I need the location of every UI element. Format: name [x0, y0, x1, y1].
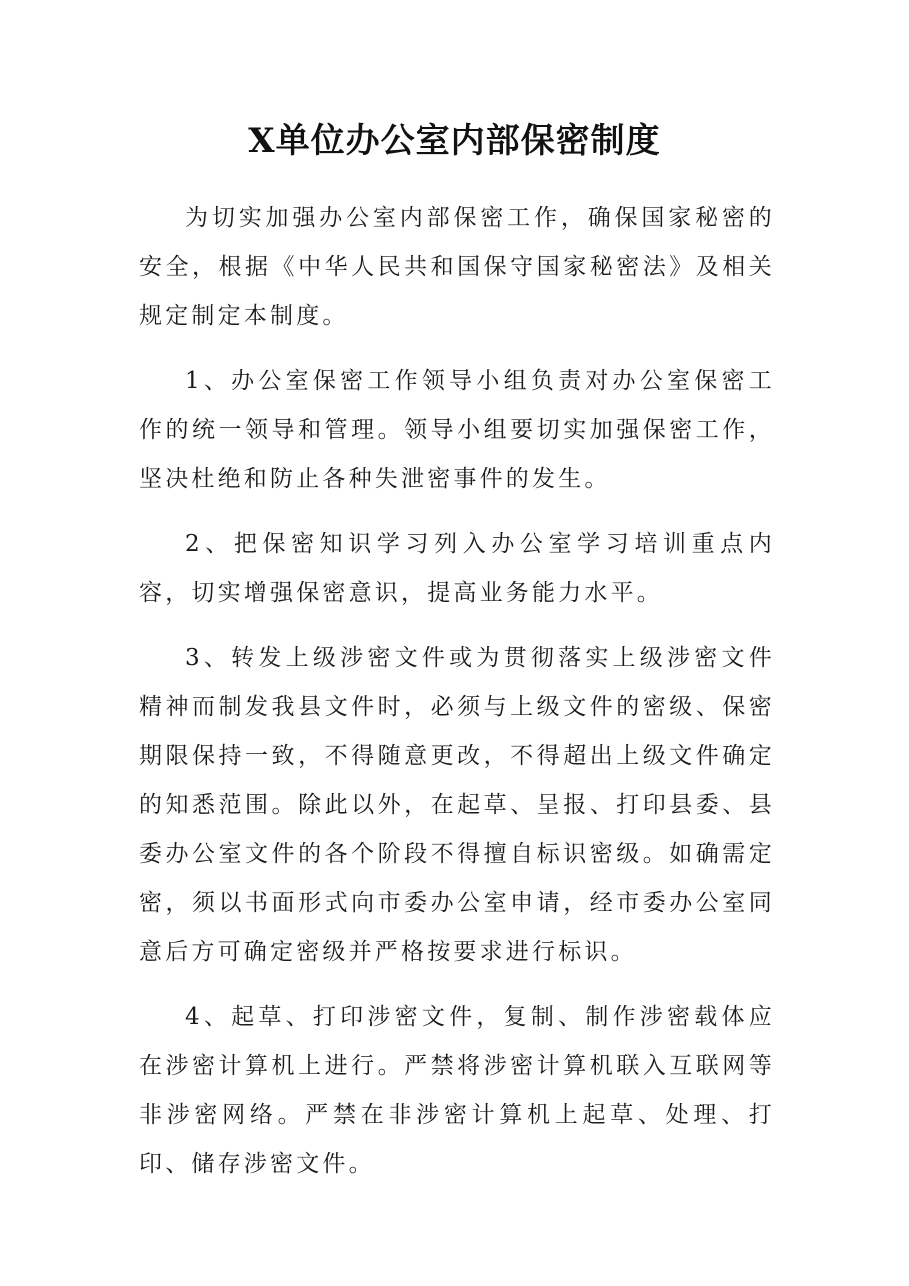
paragraph-item-3: 3、转发上级涉密文件或为贯彻落实上级涉密文件精神而制发我县文件时，必须与上级文件的密级、保密期限保持一致，不得随意更改，不得超出上级文件确定的知悉范围。除此以外，在起草、呈报、打印县委、县委办公室文件的各个阶段不得擅自标识密级。如确需定密，须以书面形式向市委办公室申请，经市委办公室同意后方可确定密级并严格按要求进行标识。 [139, 645, 775, 965]
paragraph-item-1: 1、办公室保密工作领导小组负责对办公室保密工作的统一领导和管理。领导小组要切实加强保密工作，坚决杜绝和防止各种失泄密事件的发生。 [139, 368, 775, 492]
document-body [139, 194, 775, 1205]
paragraph-item-2: 2、把保密知识学习列入办公室学习培训重点内容，切实增强保密意识，提高业务能力水平。 [139, 531, 775, 606]
document-title: X单位办公室内部保密制度 [248, 121, 661, 161]
paragraph-intro: 为切实加强办公室内部保密工作，确保国家秘密的安全，根据《中华人民共和国保守国家秘密法》及相关规定制定本制度。 [139, 205, 775, 329]
paragraph-item-4: 4、起草、打印涉密文件，复制、制作涉密载体应在涉密计算机上进行。严禁将涉密计算机联入互联网等非涉密网络。严禁在非涉密计算机上起草、处理、打印、储存涉密文件。 [139, 1004, 775, 1177]
